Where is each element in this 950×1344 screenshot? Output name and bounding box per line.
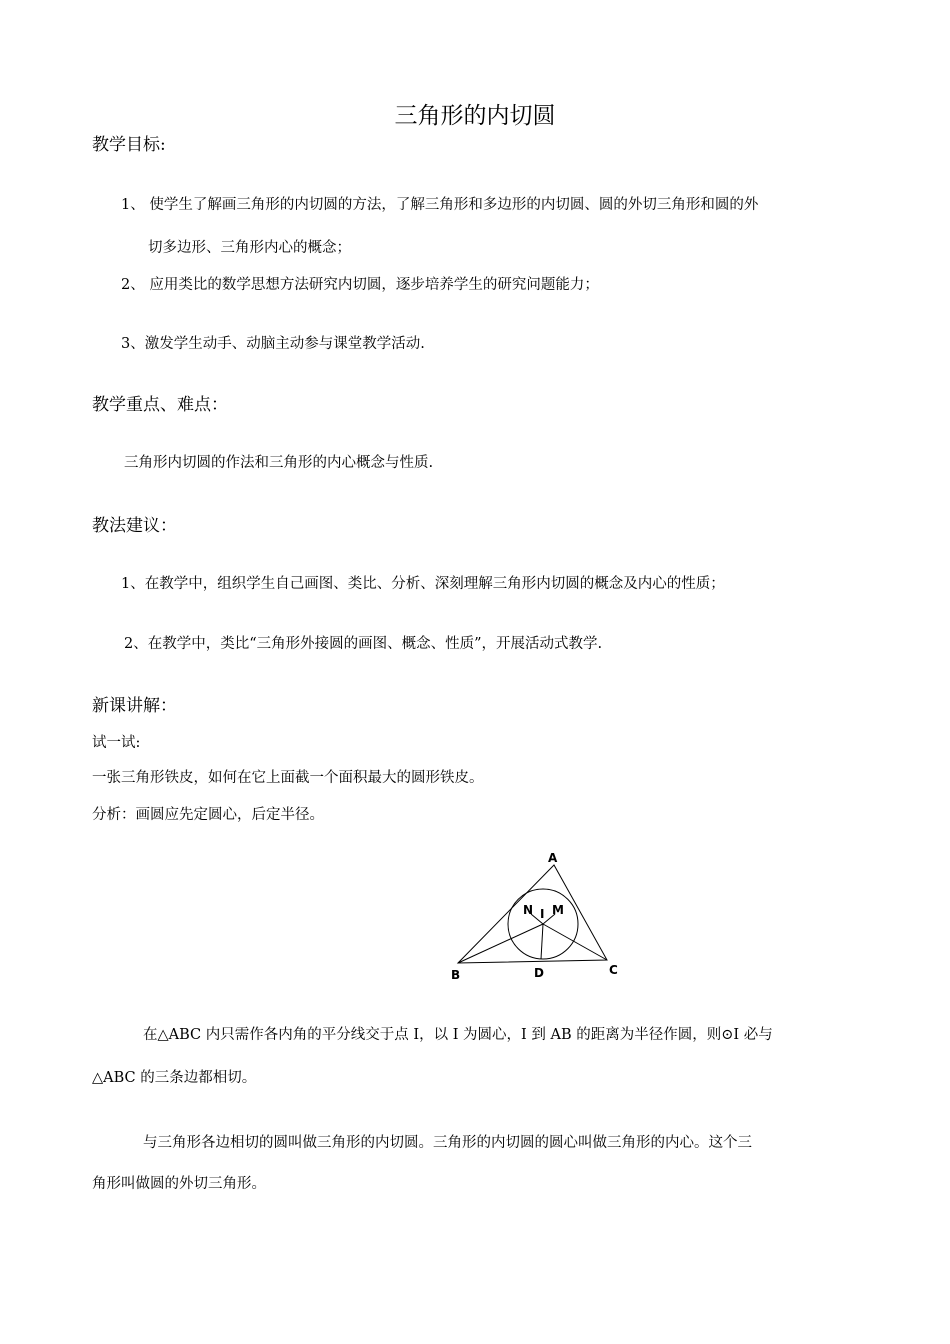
goal-3: 3、激发学生动手、动脑主动参与课堂教学活动. [121,336,425,352]
lesson-heading: 新课讲解： [92,696,177,716]
label-b: B [451,968,461,982]
key-text: 三角形内切圆的作法和三角形的内心概念与性质. [124,455,434,471]
paragraph-2-line-2: 角形叫做圆的外切三角形。 [92,1176,266,1192]
label-d: D [534,966,544,980]
method-heading: 教法建议： [92,516,177,536]
label-i: I [540,907,545,921]
radius-id [541,924,543,959]
page-title: 三角形的内切圆 [394,103,556,129]
key-heading: 教学重点、难点： [92,395,228,415]
paragraph-1-line-1: 在△ABC 内只需作各内角的平分线交于点 I，以 I 为圆心，I 到 AB 的距离为半径作圆，则⊙I 必与 [143,1027,773,1043]
label-c: C [609,963,618,977]
label-n: N [523,903,534,917]
paragraph-2-line-1: 与三角形各边相切的圆叫做三角形的内切圆。三角形的内切圆的圆心叫做三角形的内心。这个三 [143,1135,752,1151]
goals-heading: 教学目标: [92,135,166,155]
method-1: 1、在教学中，组织学生自己画图、类比、分析、深刻理解三角形内切圆的概念及内心的性质； [121,576,725,592]
label-m: M [552,903,564,917]
method-2: 2、在教学中，类比“三角形外接圆的画图、概念、性质”，开展活动式教学. [124,636,603,652]
goal-1-line-1: 1、 使学生了解画三角形的内切圆的方法，了解三角形和多边形的内切圆、圆的外切三角形和圆的外 [121,197,759,213]
problem-text: 一张三角形铁皮，如何在它上面截一个面积最大的圆形铁皮。 [92,770,484,786]
label-a: A [548,851,558,865]
paragraph-1-line-2: △ABC 的三条边都相切。 [92,1070,257,1086]
incircle-figure [445,848,630,983]
bisector-b [458,924,543,963]
goal-2: 2、 应用类比的数学思想方法研究内切圆，逐步培养学生的研究问题能力； [121,277,599,293]
goal-1-line-2: 切多边形、三角形内心的概念； [148,240,351,256]
analysis-text: 分析：画圆应先定圆心，后定半径。 [92,807,324,823]
try-label: 试一试: [92,735,141,751]
